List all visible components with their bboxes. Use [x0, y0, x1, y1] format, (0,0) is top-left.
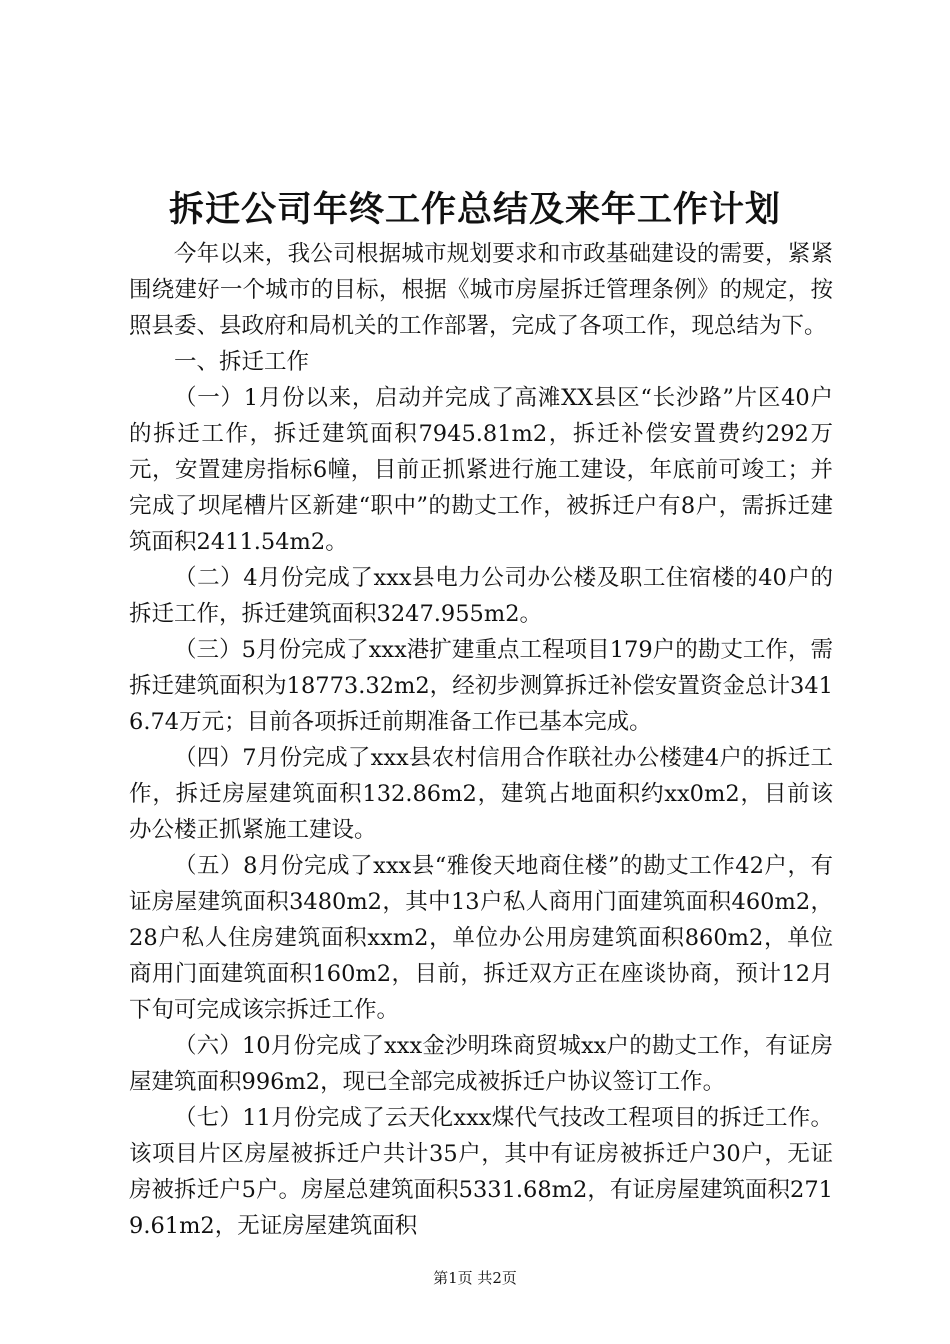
document-title: 拆迁公司年终工作总结及来年工作计划: [168, 189, 781, 230]
list-item: （七）11月份完成了云天化xxx煤代气技改工程项目的拆迁工作。该项目片区房屋被拆迁户共计35户，其中有证房被拆迁户30户，无证房被拆迁户5户。房屋总建筑面积5331.68m2，有证房屋建筑面积2719.61m2，无证房屋建筑面积: [129, 1105, 833, 1239]
section-heading: 一、拆迁工作: [174, 349, 310, 375]
list-item: （四）7月份完成了xxx县农村信用合作联社办公楼建4户的拆迁工作，拆迁房屋建筑面积132.86m2，建筑占地面积约xx0m2，目前该办公楼正抓紧施工建设。: [129, 745, 833, 843]
intro-paragraph: 今年以来，我公司根据城市规划要求和市政基础建设的需要，紧紧围绕建好一个城市的目标，根据《城市房屋拆迁管理条例》的规定，按照县委、县政府和局机关的工作部署，完成了各项工作，现总结为下。: [129, 241, 833, 339]
document-body: [129, 236, 833, 1244]
list-item: （二）4月份完成了xxx县电力公司办公楼及职工住宿楼的40户的拆迁工作，拆迁建筑面积3247.955m2。: [129, 565, 833, 627]
list-item: （五）8月份完成了xxx县“雅俊天地商住楼”的勘丈工作42户，有证房屋建筑面积3480m2，其中13户私人商用门面建筑面积460m2，28户私人住房建筑面积xxm2，单位办公用房建筑面积860m2，单位商用门面建筑面积160m2，目前，拆迁双方正在座谈协商，预计12月下旬可完成该宗拆迁工作。: [129, 853, 833, 1023]
page-footer: 第1页 共2页: [433, 1269, 517, 1287]
list-item: （六）10月份完成了xxx金沙明珠商贸城xx户的勘丈工作，有证房屋建筑面积996m2，现已全部完成被拆迁户协议签订工作。: [129, 1033, 833, 1095]
list-item: （三）5月份完成了xxx港扩建重点工程项目179户的勘丈工作，需拆迁建筑面积为18773.32m2，经初步测算拆迁补偿安置资金总计3416.74万元；目前各项拆迁前期准备工作已基本完成。: [129, 637, 833, 735]
list-item: （一）1月份以来，启动并完成了高滩XX县区“长沙路”片区40户的拆迁工作，拆迁建筑面积7945.81m2，拆迁补偿安置费约292万元，安置建房指标6幢，目前正抓紧进行施工建设，年底前可竣工；并完成了坝尾槽片区新建“职中”的勘丈工作，被拆迁户有8户，需拆迁建筑面积2411.54m2。: [129, 385, 833, 555]
